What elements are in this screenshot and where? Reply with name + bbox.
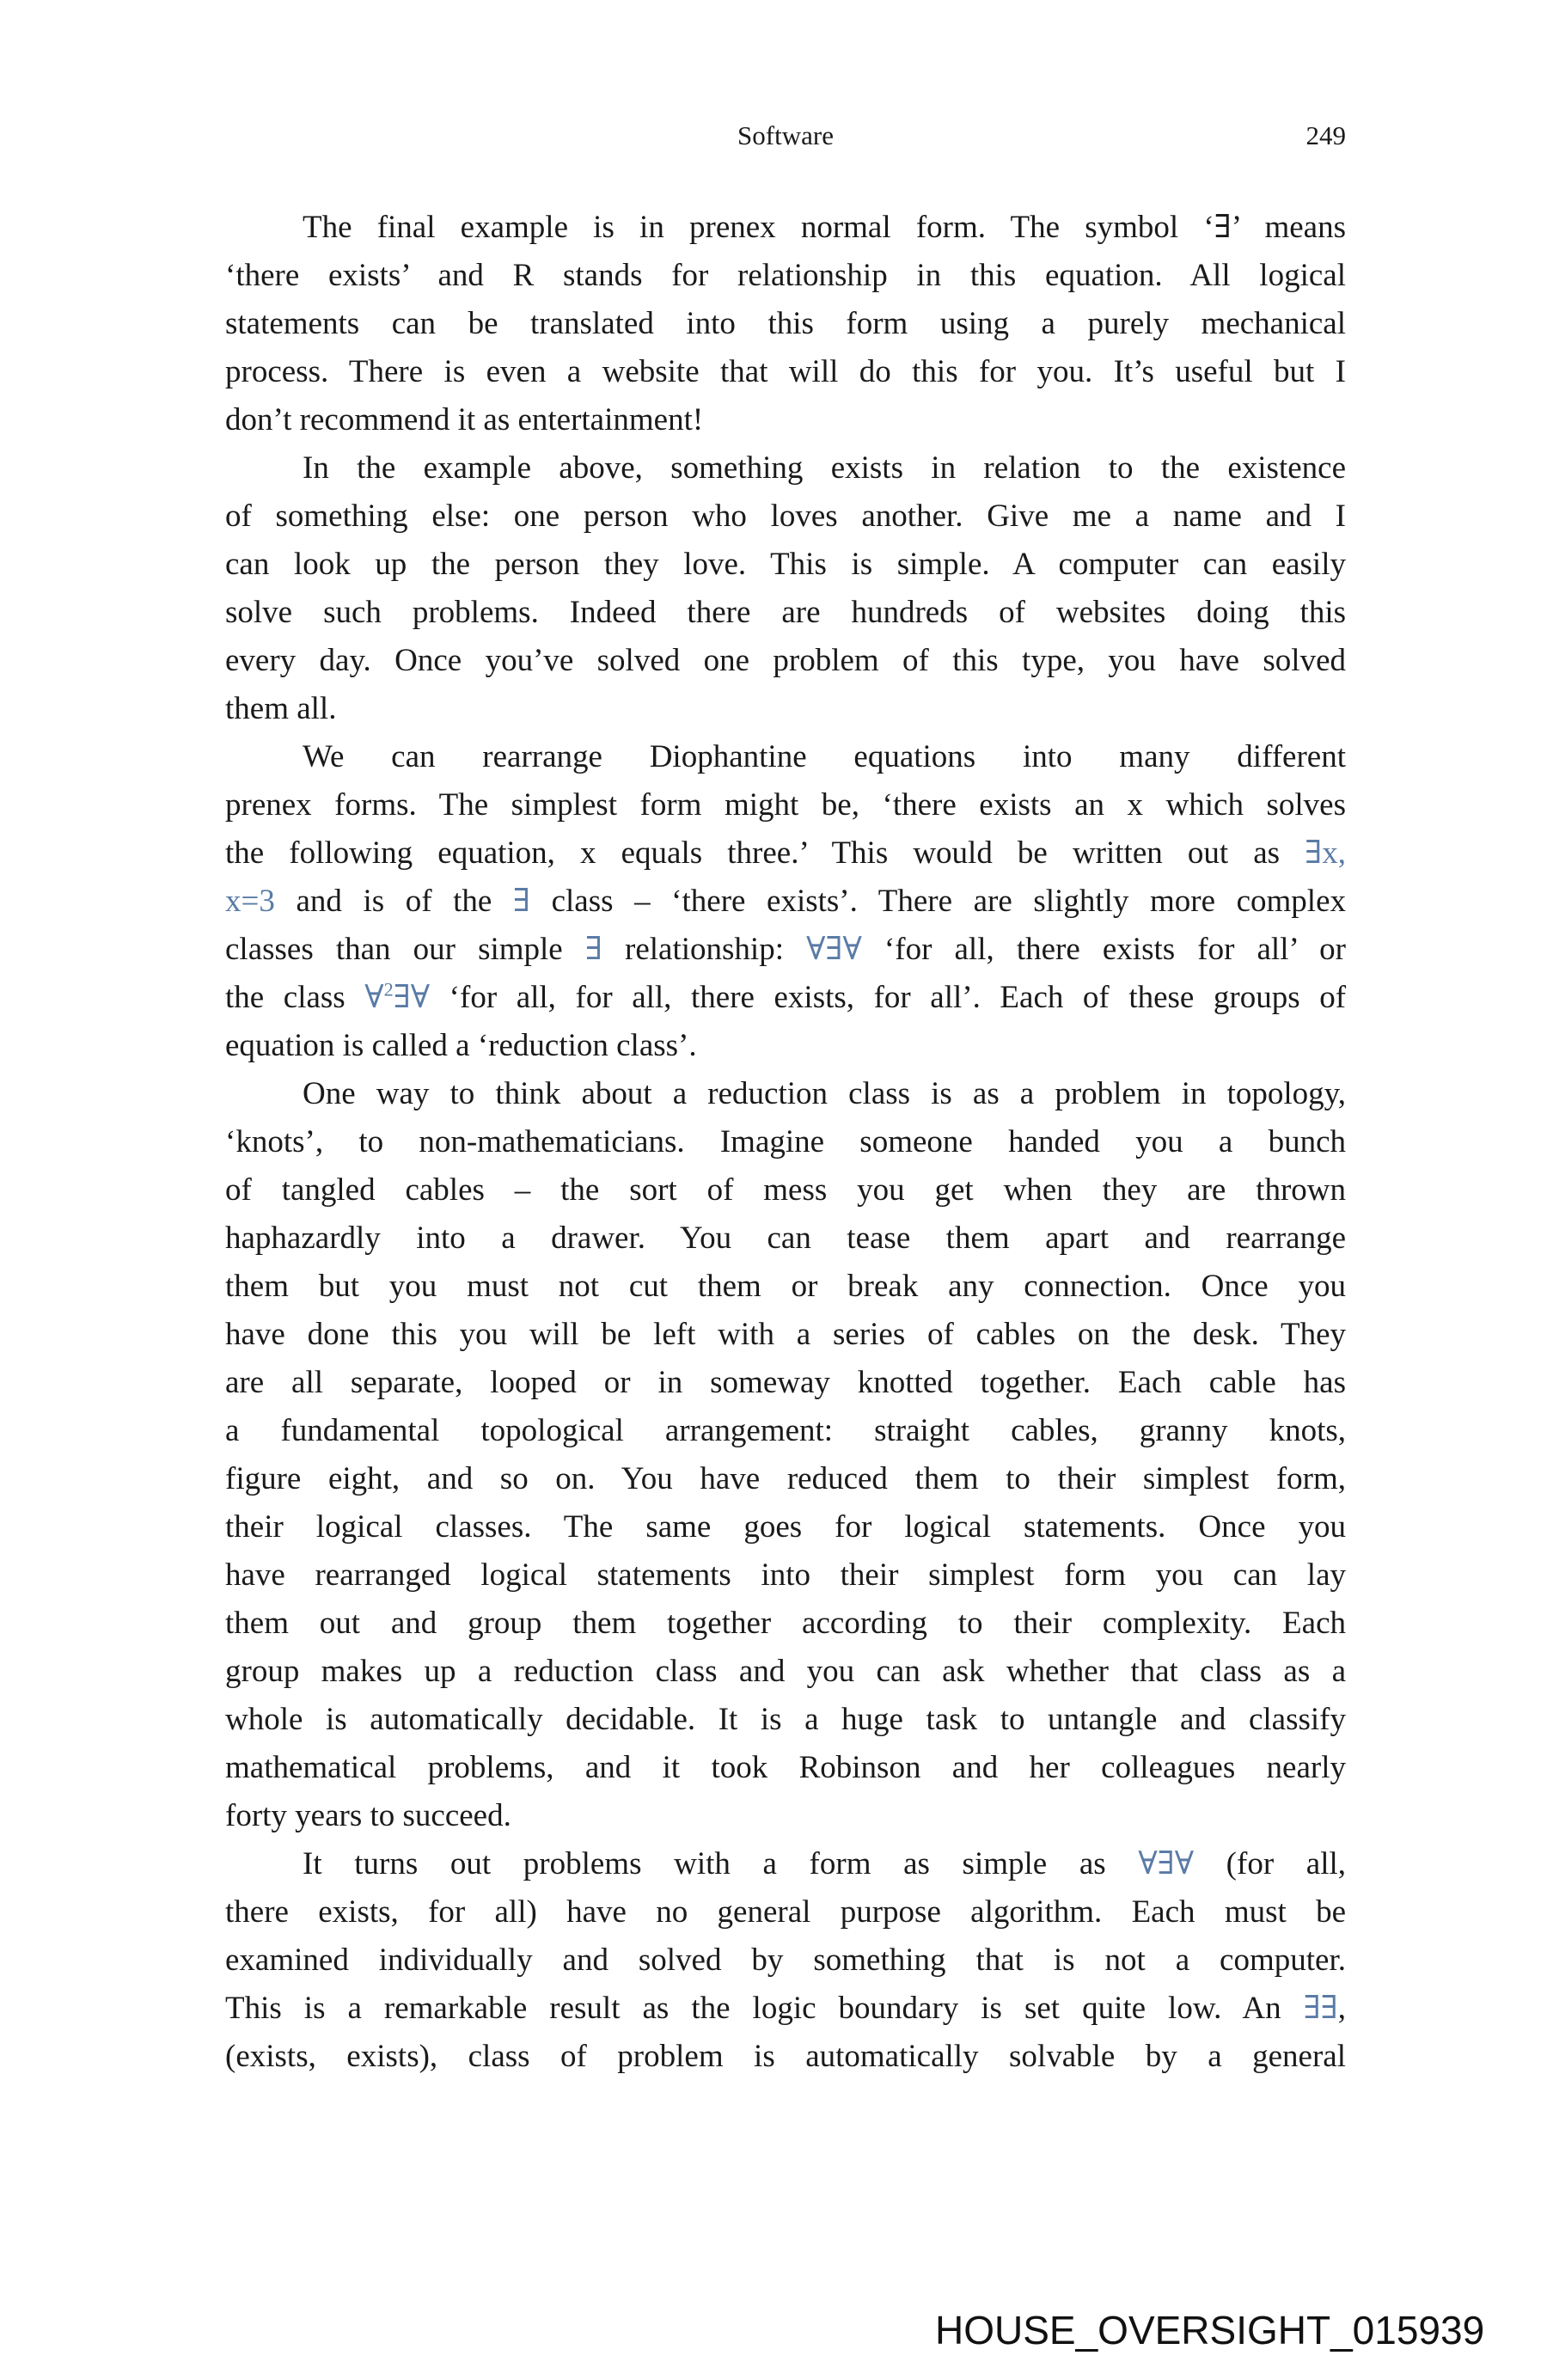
logic-symbol: ∃ [512,884,530,919]
text-line [225,1070,1346,1118]
text-run: The final example is in prenex normal form. The symbol ‘∃’ means [303,210,1346,245]
text-run: them out and group them together according to their complexity. Each [225,1606,1346,1641]
logic-symbol: ∃∀ [393,980,431,1015]
text-run: whole is automatically decidable. It is a huge task to untangle and classify [225,1702,1346,1737]
text-line [225,878,1346,926]
paragraph [225,444,1346,733]
text-run: of tangled cables – the sort of mess you get when they are thrown [225,1172,1346,1208]
text-line [225,1455,1346,1503]
text-run: are all separate, looped or in someway knotted together. Each cable has [225,1365,1346,1400]
logic-symbol: ∃ [584,932,602,967]
text-line [225,444,1346,493]
text-run: their logical classes. The same goes for logical statements. Once you [225,1509,1346,1545]
text-line [225,1022,1346,1070]
text-line [225,926,1346,974]
text-run: class – ‘there exists’. There are slightly more complex [530,884,1346,919]
text-line [225,1840,1346,1888]
text-run: It turns out problems with a form as simple as [303,1846,1139,1881]
text-run: equation is called a ‘reduction class’. [225,1028,697,1063]
running-head-title: Software [737,120,834,150]
text-run: group makes up a reduction class and you can ask whether that class as a [225,1654,1346,1689]
logic-symbol: ∃x, [1305,835,1346,871]
logic-symbol: x=3 [225,884,275,919]
text-line [225,1551,1346,1600]
text-run: them but you must not cut them or break any connection. Once you [225,1269,1346,1304]
text-run: solve such problems. Indeed there are hundreds of websites doing this [225,595,1346,630]
text-line [225,1359,1346,1407]
text-line [225,1744,1346,1792]
text-run: have rearranged logical statements into their simplest form you can lay [225,1557,1346,1593]
text-line [225,2033,1346,2081]
text-line [225,1985,1346,2033]
text-run: statements can be translated into this form using a purely mechanical [225,306,1346,341]
text-run: ‘knots’, to non-mathematicians. Imagine someone handed you a bunch [225,1124,1346,1159]
text-run: ‘for all, there exists for all’ or [861,932,1346,967]
text-line [225,1166,1346,1214]
text-run: examined individually and solved by something that is not a computer. [225,1943,1346,1978]
superscript: 2 [383,978,394,1000]
text-run: the class [225,980,365,1015]
text-run: ‘for all, for all, there exists, for all’. Each of these groups of [430,980,1347,1015]
text-run: We can rearrange Diophantine equations into many different [303,739,1346,774]
text-run: there exists, for all) have no general purpose algorithm. Each must be [225,1894,1346,1930]
text-line [225,733,1346,781]
text-run: classes than our simple [225,932,585,967]
text-line [225,637,1346,685]
text-line [225,1888,1346,1936]
text-line [225,974,1346,1022]
text-run: , [1337,1991,1346,2026]
text-line [225,300,1346,348]
text-run: (for all, [1194,1846,1347,1881]
text-line [225,829,1346,878]
text-run: One way to think about a reduction class is as a problem in topology, [303,1076,1346,1111]
text-line [225,252,1346,300]
text-run: a fundamental topological arrangement: straight cables, granny knots, [225,1413,1346,1448]
text-run: every day. Once you’ve solved one problem of this type, you have solved [225,643,1346,678]
text-line [225,1792,1346,1840]
text-run: haphazardly into a drawer. You can tease them apart and rearrange [225,1221,1346,1256]
text-line [225,1407,1346,1455]
text-run: process. There is even a website that will do this for you. It’s useful but I [225,354,1346,389]
text-line [225,1648,1346,1696]
text-line [225,1214,1346,1263]
text-run: prenex forms. The simplest form might be, ‘there exists an x which solves [225,787,1346,823]
text-run: them all. [225,691,337,726]
body-text [225,204,1346,2081]
text-run: ‘there exists’ and R stands for relationship in this equation. All logical [225,258,1346,293]
logic-symbol: ∀∃∀ [1138,1846,1195,1881]
text-run: This is a remarkable result as the logic boundary is set quite low. An [225,1991,1304,2026]
text-line [225,1311,1346,1359]
paragraph [225,733,1346,1070]
text-line [225,685,1346,733]
text-line [225,493,1346,541]
text-run: of something else: one person who loves another. Give me a name and I [225,499,1346,534]
running-head [225,120,1346,158]
text-line [225,1696,1346,1744]
text-run: the following equation, x equals three.’ This would be written out as [225,835,1305,871]
page-number: 249 [1305,120,1346,150]
text-line [225,1600,1346,1648]
paragraph [225,1070,1346,1840]
logic-symbol: ∀∃∀ [806,932,862,967]
text-line [225,396,1346,444]
text-line [225,1503,1346,1551]
text-line [225,348,1346,396]
text-line [225,1936,1346,1985]
document-stamp: HOUSE_OVERSIGHT_015939 [935,2308,1485,2352]
logic-symbol: ∃∃ [1303,1991,1338,2026]
text-run: and is of the [274,884,513,919]
text-run: relationship: [602,932,807,967]
text-run: forty years to succeed. [225,1798,511,1833]
text-line [225,589,1346,637]
text-run: have done this you will be left with a series of cables on the desk. They [225,1317,1346,1352]
text-run: don’t recommend it as entertainment! [225,402,704,437]
text-line [225,781,1346,829]
text-run: figure eight, and so on. You have reduced them to their simplest form, [225,1461,1346,1496]
text-run: In the example above, something exists in relation to the existence [303,450,1346,486]
paragraph [225,204,1346,444]
text-run: mathematical problems, and it took Robinson and her colleagues nearly [225,1750,1346,1785]
logic-symbol: ∀$^2$ [364,978,394,1015]
text-line [225,541,1346,589]
text-run: can look up the person they love. This is simple. A computer can easily [225,547,1346,582]
paragraph [225,1840,1346,2081]
text-line [225,1118,1346,1166]
text-line [225,204,1346,252]
text-run: (exists, exists), class of problem is automatically solvable by a general [225,2039,1346,2074]
text-line [225,1263,1346,1311]
